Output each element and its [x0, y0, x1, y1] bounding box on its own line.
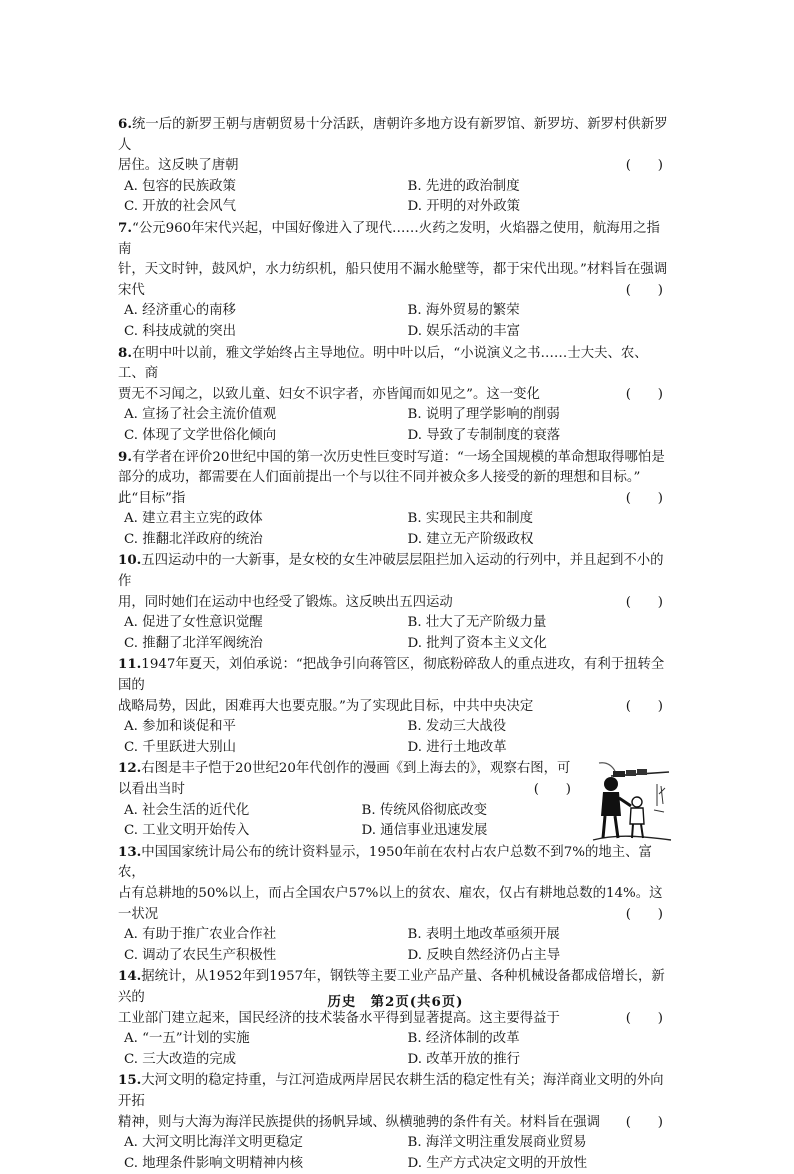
cartoon-illustration — [591, 754, 673, 844]
answer-paren: ( ) — [625, 158, 663, 174]
option-a: A. 促进了女性意识觉醒 — [124, 615, 263, 631]
option-b: B. 实现民主共和制度 — [407, 511, 533, 527]
option-d: D. 反映自然经济仍占主导 — [407, 947, 561, 963]
option-a: A. 大河文明比海洋文明更稳定 — [124, 1135, 303, 1151]
option-d: D. 开明的对外政策 — [407, 199, 521, 215]
options — [118, 177, 673, 218]
exam-page — [118, 114, 673, 1174]
option-d: D. 娱乐活动的丰富 — [407, 323, 521, 339]
option-c: C. 工业文明开始传入 — [124, 823, 250, 839]
answer-paren: ( ) — [625, 490, 663, 506]
question-10: 10.五四运动中的一大新事，是女校的女生冲破层层阻拦加入运动的行列中，并且起到不小的作 用，同时她们在运动中也经受了锻炼。这反映出五四运动 ( ) A. 促进了女性意识觉醒 B. 壮大了无产阶级力量 C. 推翻了北洋军阀统治 D. 批判了资本主义文化 — [118, 550, 673, 654]
option-c: C. 调动了农民生产积极性 — [124, 947, 277, 963]
question-8: 8.在明中叶以前，雅文学始终占主导地位。明中叶以后，“小说演义之书……士大夫、农、工、商 贾无不习闻之，以致儿童、妇女不识字者，亦皆闻而如见之”。这一变化 ( ) A. 宣扬了社会主流价值观 B. 说明了理学影响的削弱 C. 体现了文学世俗化倾向 D. 导致了专制制度的衰落 — [118, 343, 673, 447]
option-c: C. 地理条件影响文明精神内核 — [124, 1155, 303, 1171]
option-a: A. 宣扬了社会主流价值观 — [124, 407, 277, 423]
answer-paren: ( ) — [625, 906, 663, 922]
answer-paren: ( ) — [625, 594, 663, 610]
option-d: D. 通信事业迅速发展 — [361, 823, 488, 839]
option-a: A. 有助于推广农业合作社 — [124, 927, 277, 943]
option-b: B. 发动三大战役 — [407, 719, 507, 735]
option-c: C. 体现了文学世俗化倾向 — [124, 427, 277, 443]
answer-paren: ( ) — [625, 282, 663, 298]
option-d: D. 进行土地改革 — [407, 739, 507, 755]
option-c: C. 开放的社会风气 — [124, 199, 237, 215]
options — [118, 405, 673, 446]
option-d: D. 改革开放的推行 — [407, 1051, 521, 1067]
question-stem: 6.统一后的新罗王朝与唐朝贸易十分活跃，唐朝许多地方设有新罗馆、新罗坊、新罗村供新罗人 — [118, 116, 668, 153]
option-a: A. “一五”计划的实施 — [124, 1031, 250, 1047]
option-d: D. 建立无产阶级政权 — [407, 531, 534, 547]
option-a: A. 建立君主立宪的政体 — [124, 511, 263, 527]
option-b: B. 先进的政治制度 — [407, 178, 520, 194]
options — [118, 301, 673, 342]
answer-paren: ( ) — [625, 1114, 663, 1130]
option-c: C. 三大改造的完成 — [124, 1051, 237, 1067]
question-9: 9.有学者在评价20世纪中国的第一次历史性巨变时写道：“一场全国规模的革命想取得哪怕是 部分的成功，都需要在人们面前提出一个与以往不同并被众多人接受的新的理想和目标。” 此“目标”指 ( ) A. 建立君主立宪的政体 B. 实现民主共和制度 C. 推翻北洋政府的统治 D. 建立无产阶级政权 — [118, 447, 673, 551]
options — [118, 925, 673, 966]
option-a: A. 经济重心的南移 — [124, 303, 236, 319]
option-b: B. 说明了理学影响的削弱 — [407, 407, 560, 423]
option-b: B. 海洋文明注重发展商业贸易 — [407, 1135, 587, 1151]
option-a: A. 参加和谈促和平 — [124, 719, 236, 735]
options — [118, 1133, 673, 1174]
option-c: C. 千里跃进大别山 — [124, 739, 237, 755]
question-12: 12.右图是丰子恺于20世纪20年代创作的漫画《到上海去的》，观察右图，可 以看出当时 ( ) A. 社会生活的近代化 B. 传统风俗彻底改变 C. 工业文明开始传入 D. 通信事业迅速发展 — [118, 758, 673, 841]
option-b: B. 海外贸易的繁荣 — [407, 303, 520, 319]
option-d: D. 生产方式决定文明的开放性 — [407, 1155, 587, 1171]
option-a: A. 社会生活的近代化 — [124, 802, 250, 818]
answer-paren: ( ) — [533, 782, 571, 797]
option-b: B. 经济体制的改革 — [407, 1031, 520, 1047]
options — [118, 509, 673, 550]
page-footer: 历史 第2页(共6页) — [327, 994, 464, 1010]
question-11: 11.1947年夏天，刘伯承说：“把战争引向蒋管区，彻底粉碎敌人的重点进攻，有利于扭转全国的 战略局势，因此，困难再大也要克服。”为了实现此目标，中共中央决定 ( ) A. 参加和谈促和平 B. 发动三大战役 C. 千里跃进大别山 D. 进行土地改革 — [118, 654, 673, 758]
options — [118, 613, 673, 654]
question-15: 15.大河文明的稳定持重，与江河造成两岸居民农耕生活的稳定性有关；海洋商业文明的外向开拓 精神，则与大海为海洋民族提供的扬帆异域、纵横驰骋的条件有关。材料旨在强调 ( ) A. 大河文明比海洋文明更稳定 B. 海洋文明注重发展商业贸易 C. 地理条件影响文明精神内核 D. 生产方式决定文明的开放性 — [118, 1070, 673, 1174]
question-6: 6.统一后的新罗王朝与唐朝贸易十分活跃，唐朝许多地方设有新罗馆、新罗坊、新罗村供新罗人 居住。这反映了唐朝 ( ) A. 包容的民族政策 B. 先进的政治制度 C. 开放的社会风气 D. 开明的对外政策 — [118, 114, 673, 218]
options — [118, 717, 673, 758]
option-a: A. 包容的民族政策 — [124, 178, 236, 194]
option-b: B. 表明土地改革亟须开展 — [407, 927, 560, 943]
answer-paren: ( ) — [625, 386, 663, 402]
option-c: C. 推翻了北洋军阀统治 — [124, 635, 263, 651]
options — [118, 801, 581, 842]
question-7: 7.“公元960年宋代兴起，中国好像进入了现代……火药之发明，火焰器之使用，航海用之指南 针，天文时钟，鼓风炉，水力纺织机，船只使用不漏水舱壁等，都于宋代出现。”材料旨在强调 宋代 ( ) A. 经济重心的南移 B. 海外贸易的繁荣 C. 科技成就的突出 D. 娱乐活动的丰富 — [118, 218, 673, 343]
option-b: B. 传统风俗彻底改变 — [361, 802, 487, 818]
option-c: C. 科技成就的突出 — [124, 323, 237, 339]
option-d: D. 批判了资本主义文化 — [407, 635, 547, 651]
option-d: D. 导致了专制制度的衰落 — [407, 427, 561, 443]
question-14: 14.据统计，从1952年到1957年，钢铁等主要工业产品产量、各种机械设备都成倍增长，新兴的 工业部门建立起来，国民经济的技术装备水平得到显著提高。这主要得益于 ( ) A. “一五”计划的实施 B. 经济体制的改革 C. 三大改造的完成 D. 改革开放的推行 — [118, 966, 673, 1070]
question-13: 13.中国国家统计局公布的统计资料显示，1950年前在农村占农户总数不到7%的地主、富农， 占有总耕地的50%以上，而占全国农户57%以上的贫农、雇农，仅占有耕地总数的14%。这 一状况 ( ) A. 有助于推广农业合作社 B. 表明土地改革亟须开展 C. 调动了农民生产积极性 D. 反映自然经济仍占主导 — [118, 842, 673, 967]
option-b: B. 壮大了无产阶级力量 — [407, 615, 547, 631]
options — [118, 1029, 673, 1070]
answer-paren: ( ) — [625, 1010, 663, 1026]
answer-paren: ( ) — [625, 698, 663, 714]
option-c: C. 推翻北洋政府的统治 — [124, 531, 263, 547]
